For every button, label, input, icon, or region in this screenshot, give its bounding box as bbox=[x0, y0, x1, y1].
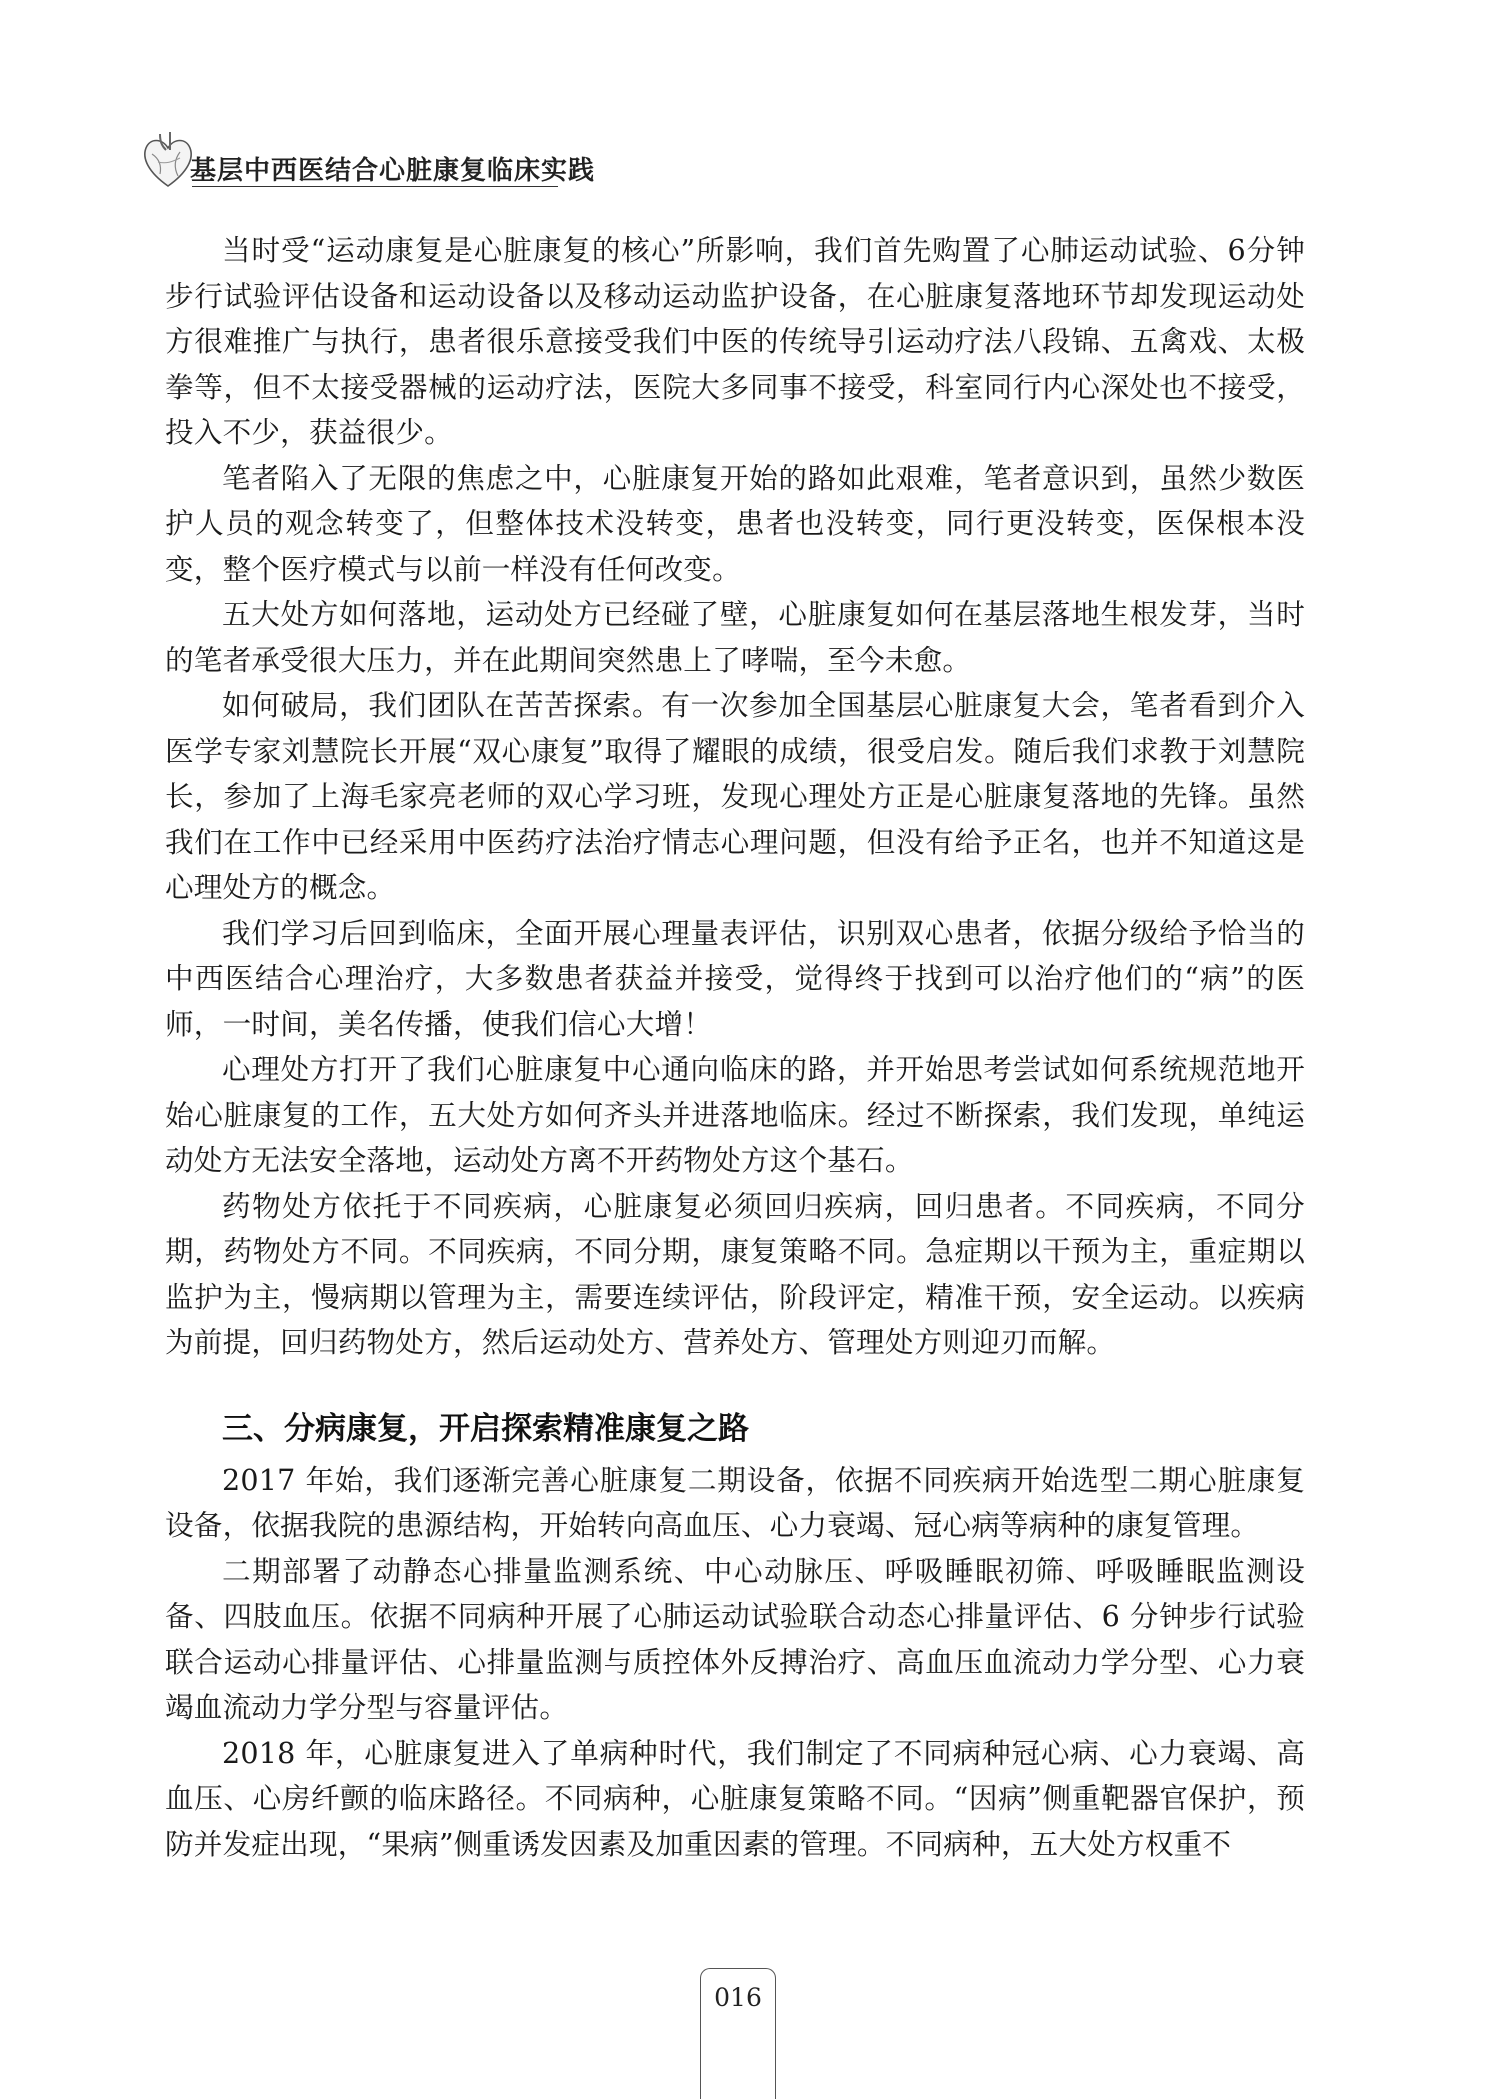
heart-logo-icon bbox=[140, 128, 196, 192]
running-header bbox=[140, 128, 596, 208]
paragraph: 五大处方如何落地，运动处方已经碰了壁，心脏康复如何在基层落地生根发芽，当时的笔者承受很大压力，并在此期间突然患上了哮喘，至今未愈。 bbox=[165, 597, 1305, 677]
running-header-title: 基层中西医结合心脏康复临床实践 bbox=[190, 156, 596, 186]
paragraph: 如何破局，我们团队在苦苦探索。有一次参加全国基层心脏康复大会，笔者看到介入医学专家刘慧院长开展“双心康复”取得了耀眼的成绩，很受启发。随后我们求教于刘慧院长，参加了上海毛家亮老师的双心学习班，发现心理处方正是心脏康复落地的先锋。虽然我们在工作中已经采用中医药疗法治疗情志心理问题，但没有给予正名，也并不知道这是心理处方的概念。 bbox=[165, 688, 1305, 904]
page-number-tab bbox=[700, 1968, 776, 2099]
page-number: 016 bbox=[714, 1983, 762, 2012]
paragraph: 药物处方依托于不同疾病，心脏康复必须回归疾病，回归患者。不同疾病，不同分期，药物处方不同。不同疾病，不同分期，康复策略不同。急症期以干预为主，重症期以监护为主，慢病期以管理为主，需要连续评估，阶段评定，精准干预，安全运动。以疾病为前提，回归药物处方，然后运动处方、营养处方、管理处方则迎刃而解。 bbox=[165, 1188, 1305, 1359]
paragraph: 二期部署了动静态心排量监测系统、中心动脉压、呼吸睡眠初筛、呼吸睡眠监测设备、四肢血压。依据不同病种开展了心肺运动试验联合动态心排量评估、6 分钟步行试验联合运动心排量评估、心排量监测与质控体外反搏治疗、高血压血流动力学分型、心力衰竭血流动力学分型与容量评估。 bbox=[165, 1553, 1305, 1724]
paragraph: 我们学习后回到临床，全面开展心理量表评估，识别双心患者，依据分级给予恰当的中西医结合心理治疗，大多数患者获益并接受，觉得终于找到可以治疗他们的“病”的医师，一时间，美名传播，使我们信心大增！ bbox=[165, 915, 1305, 1041]
main-text bbox=[165, 228, 1305, 1867]
paragraph: 心理处方打开了我们心脏康复中心通向临床的路，并开始思考尝试如何系统规范地开始心脏康复的工作，五大处方如何齐头并进落地临床。经过不断探索，我们发现，单纯运动处方无法安全落地，运动处方离不开药物处方这个基石。 bbox=[165, 1052, 1305, 1177]
paragraph: 2018 年，心脏康复进入了单病种时代，我们制定了不同病种冠心病、心力衰竭、高血压、心房纤颤的临床路径。不同病种，心脏康复策略不同。“因病”侧重靶器官保护，预防并发症出现，“果病”侧重诱发因素及加重因素的管理。不同病种，五大处方权重不 bbox=[165, 1735, 1305, 1861]
paragraph: 当时受“运动康复是心脏康复的核心”所影响，我们首先购置了心肺运动试验、6分钟步行试验评估设备和运动设备以及移动运动监护设备，在心脏康复落地环节却发现运动处方很难推广与执行，患者很乐意接受我们中医的传统导引运动疗法八段锦、五禽戏、太极拳等，但不太接受器械的运动疗法，医院大多同事不接受，科室同行内心深处也不接受，投入不少，获益很少。 bbox=[165, 233, 1305, 449]
section-heading: 三、分病康复，开启探索精准康复之路 bbox=[222, 1410, 749, 1447]
paragraph: 2017 年始，我们逐渐完善心脏康复二期设备，依据不同疾病开始选型二期心脏康复设备，依据我院的患源结构，开始转向高血压、心力衰竭、冠心病等病种的康复管理。 bbox=[165, 1462, 1305, 1542]
paragraph: 笔者陷入了无限的焦虑之中，心脏康复开始的路如此艰难，笔者意识到，虽然少数医护人员的观念转变了，但整体技术没转变，患者也没转变，同行更没转变，医保根本没变，整个医疗模式与以前一样没有任何改变。 bbox=[165, 460, 1305, 586]
header-rule bbox=[192, 186, 558, 187]
